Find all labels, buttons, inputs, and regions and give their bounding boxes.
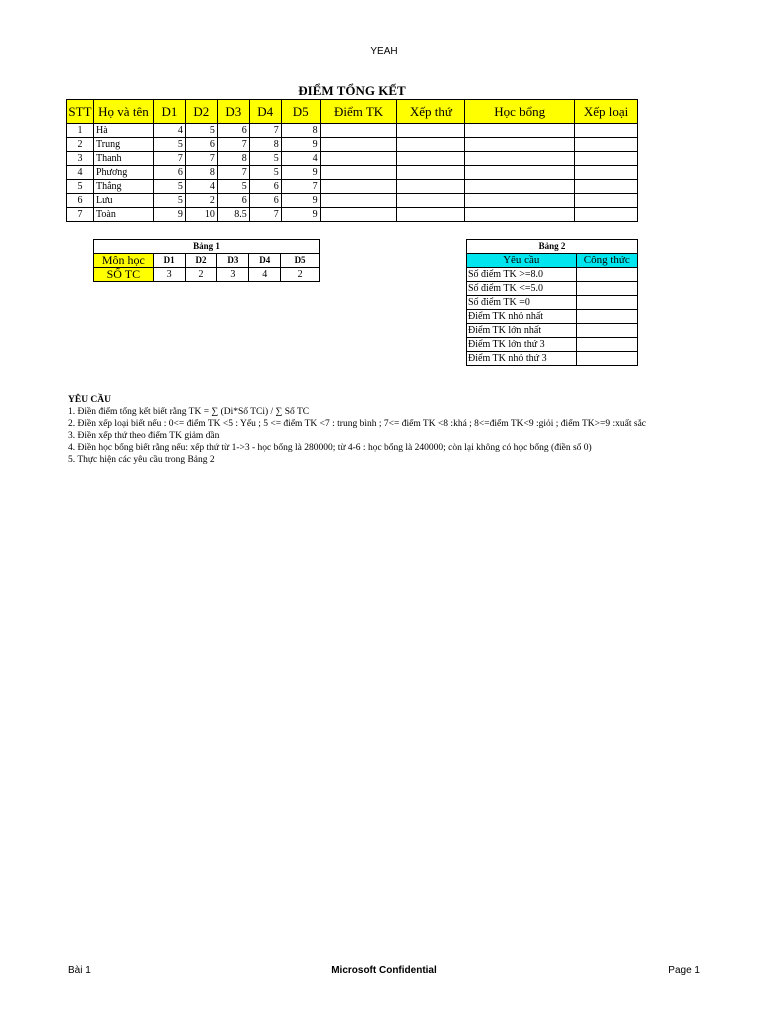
header-cell[interactable]: STT [67,100,94,124]
score-cell[interactable] [397,180,465,194]
credit-cell[interactable]: 2 [185,268,217,282]
footer-page-number: Page 1 [668,965,700,976]
requirement-cell[interactable]: Số điểm TK >=8.0 [467,268,577,282]
score-cell[interactable]: 7 [281,180,320,194]
name-cell[interactable]: Thắng [93,180,153,194]
formula-cell[interactable] [576,268,637,282]
score-table-header [67,100,638,124]
score-cell[interactable]: 6 [217,124,249,138]
score-cell[interactable] [575,166,638,180]
name-cell[interactable]: Thanh [93,152,153,166]
score-cell[interactable] [397,166,465,180]
score-cell[interactable] [575,138,638,152]
score-cell[interactable] [320,194,397,208]
requirement-cell[interactable]: Điểm TK nhỏ nhất [467,310,577,324]
score-cell[interactable]: 9 [281,138,320,152]
score-cell[interactable]: 6 [249,194,281,208]
instruction-item: 5. Thực hiện các yêu cầu trong Bảng 2 [68,455,215,465]
stt-cell[interactable]: 6 [67,194,94,208]
table-row [67,180,638,194]
requirements-table [466,239,638,366]
instruction-item: 1. Điền điểm tổng kết biết rằng TK = ∑ (Di*Số TCi) / ∑ Số TC [68,407,310,417]
table-row [67,124,638,138]
table-row [67,138,638,152]
table-row [67,152,638,166]
score-cell[interactable] [575,208,638,222]
table-row [467,310,638,324]
credits-table-caption: Bảng 1 [94,240,320,254]
formula-cell[interactable] [576,282,637,296]
stt-cell[interactable]: 3 [67,152,94,166]
instructions-title: YÊU CẦU [68,395,112,405]
score-cell[interactable]: 7 [217,138,249,152]
score-cell[interactable] [575,152,638,166]
formula-cell[interactable] [576,338,637,352]
formula-cell[interactable] [576,352,637,366]
score-cell[interactable]: 4 [185,180,217,194]
name-cell[interactable]: Trung [93,138,153,152]
header-cell[interactable]: D4 [249,100,281,124]
score-cell[interactable]: 6 [185,138,217,152]
instruction-item: 4. Điền học bổng biết rằng nếu: xếp thứ từ 1->3 - học bổng là 280000; từ 4-6 : học bổng là 240000; còn lại không có học bổng (điền số 0) [68,443,592,453]
score-cell[interactable]: 7 [249,208,281,222]
score-cell[interactable]: 2 [185,194,217,208]
score-cell[interactable] [397,208,465,222]
score-cell[interactable] [575,180,638,194]
requirement-header[interactable]: Yêu cầu [467,254,577,268]
footer-confidential: Microsoft Confidential [331,965,437,976]
formula-header[interactable]: Công thức [576,254,637,268]
score-cell[interactable]: 8 [249,138,281,152]
footer-sheet-name: Bài 1 [68,965,91,976]
credits-table [93,239,320,282]
table-row [467,338,638,352]
header-cell[interactable]: Họ và tên [93,100,153,124]
instruction-item: 3. Điền xếp thứ theo điểm TK giảm dần [68,431,220,441]
instructions [68,394,708,466]
formula-cell[interactable] [576,310,637,324]
requirement-cell[interactable]: Điểm TK lớn nhất [467,324,577,338]
score-cell[interactable] [465,208,575,222]
score-cell[interactable]: 7 [249,124,281,138]
score-cell[interactable] [465,152,575,166]
credit-cell[interactable]: 3 [217,268,249,282]
score-cell[interactable]: 8 [217,152,249,166]
page-title: ĐIỂM TỔNG KẾT [298,83,406,98]
score-cell[interactable]: 4 [281,152,320,166]
requirement-cell[interactable]: Số điểm TK <=5.0 [467,282,577,296]
score-cell[interactable]: 5 [249,166,281,180]
score-cell[interactable]: 5 [153,194,185,208]
subject-cell[interactable]: D3 [217,254,249,268]
table-row [467,296,638,310]
requirements-table-caption: Bảng 2 [467,240,638,254]
score-cell[interactable] [320,166,397,180]
stt-cell[interactable]: 4 [67,166,94,180]
score-cell[interactable]: 9 [153,208,185,222]
score-cell[interactable] [320,180,397,194]
header-cell[interactable]: D5 [281,100,320,124]
instruction-item: 2. Điền xếp loại biết nếu : 0<= điểm TK <5 : Yếu ; 5 <= điểm TK <7 : trung bình ; 7<= điểm TK <8 :khá ; 8<=điểm TK<9 :giỏi ; điểm TK>=9 :xuất sắc [68,419,647,429]
score-cell[interactable]: 4 [153,124,185,138]
header-cell[interactable]: D1 [153,100,185,124]
score-cell[interactable]: 8 [185,166,217,180]
formula-cell[interactable] [576,296,637,310]
subject-row-label[interactable]: Môn học [94,254,154,268]
table-row [467,352,638,366]
score-cell[interactable] [465,180,575,194]
page-header: YEAH [370,46,398,57]
score-cell[interactable] [320,208,397,222]
table-row [467,282,638,296]
score-cell[interactable] [465,166,575,180]
header-cell[interactable]: Xếp loại [575,100,638,124]
score-cell[interactable] [575,124,638,138]
header-cell[interactable]: Xếp thứ [397,100,465,124]
requirement-cell[interactable]: Điểm TK lớn thứ 3 [467,338,577,352]
score-cell[interactable]: 5 [249,152,281,166]
subject-cell[interactable]: D5 [281,254,320,268]
table-row [67,208,638,222]
score-cell[interactable] [397,138,465,152]
table-row [67,194,638,208]
subject-cell[interactable]: D2 [185,254,217,268]
score-table [66,99,638,222]
credits-row-label[interactable]: SỐ TC [94,268,154,282]
score-cell[interactable] [320,152,397,166]
table-row [467,324,638,338]
score-cell[interactable]: 5 [185,124,217,138]
score-cell[interactable]: 6 [249,180,281,194]
subject-cell[interactable]: D4 [249,254,281,268]
score-cell[interactable]: 9 [281,166,320,180]
score-cell[interactable]: 6 [217,194,249,208]
score-cell[interactable] [465,138,575,152]
credit-cell[interactable]: 4 [249,268,281,282]
header-cell[interactable]: D2 [185,100,217,124]
score-cell[interactable]: 7 [153,152,185,166]
score-cell[interactable] [320,138,397,152]
header-cell[interactable]: D3 [217,100,249,124]
header-cell[interactable]: Học bổng [465,100,575,124]
name-cell[interactable]: Phương [93,166,153,180]
score-cell[interactable] [465,194,575,208]
stt-cell[interactable]: 5 [67,180,94,194]
score-cell[interactable]: 7 [217,166,249,180]
credit-cell[interactable]: 2 [281,268,320,282]
table-row [467,268,638,282]
score-cell[interactable]: 10 [185,208,217,222]
stt-cell[interactable]: 1 [67,124,94,138]
score-cell[interactable]: 9 [281,208,320,222]
formula-cell[interactable] [576,324,637,338]
stt-cell[interactable]: 7 [67,208,94,222]
name-cell[interactable]: Toàn [93,208,153,222]
score-cell[interactable] [397,152,465,166]
score-cell[interactable]: 7 [185,152,217,166]
score-cell[interactable] [575,194,638,208]
score-cell[interactable]: 8.5 [217,208,249,222]
score-cell[interactable]: 6 [153,166,185,180]
score-cell[interactable] [397,124,465,138]
table-row [67,166,638,180]
credit-cell[interactable]: 3 [153,268,185,282]
name-cell[interactable]: Lưu [93,194,153,208]
score-cell[interactable]: 5 [217,180,249,194]
requirement-cell[interactable]: Số điểm TK =0 [467,296,577,310]
subject-cell[interactable]: D1 [153,254,185,268]
requirement-cell[interactable]: Điểm TK nhỏ thứ 3 [467,352,577,366]
name-cell[interactable]: Hà [93,124,153,138]
score-cell[interactable] [465,124,575,138]
score-cell[interactable] [397,194,465,208]
score-cell[interactable]: 9 [281,194,320,208]
score-cell[interactable]: 8 [281,124,320,138]
score-cell[interactable] [320,124,397,138]
header-cell[interactable]: Điểm TK [320,100,397,124]
score-cell[interactable]: 5 [153,180,185,194]
stt-cell[interactable]: 2 [67,138,94,152]
score-cell[interactable]: 5 [153,138,185,152]
